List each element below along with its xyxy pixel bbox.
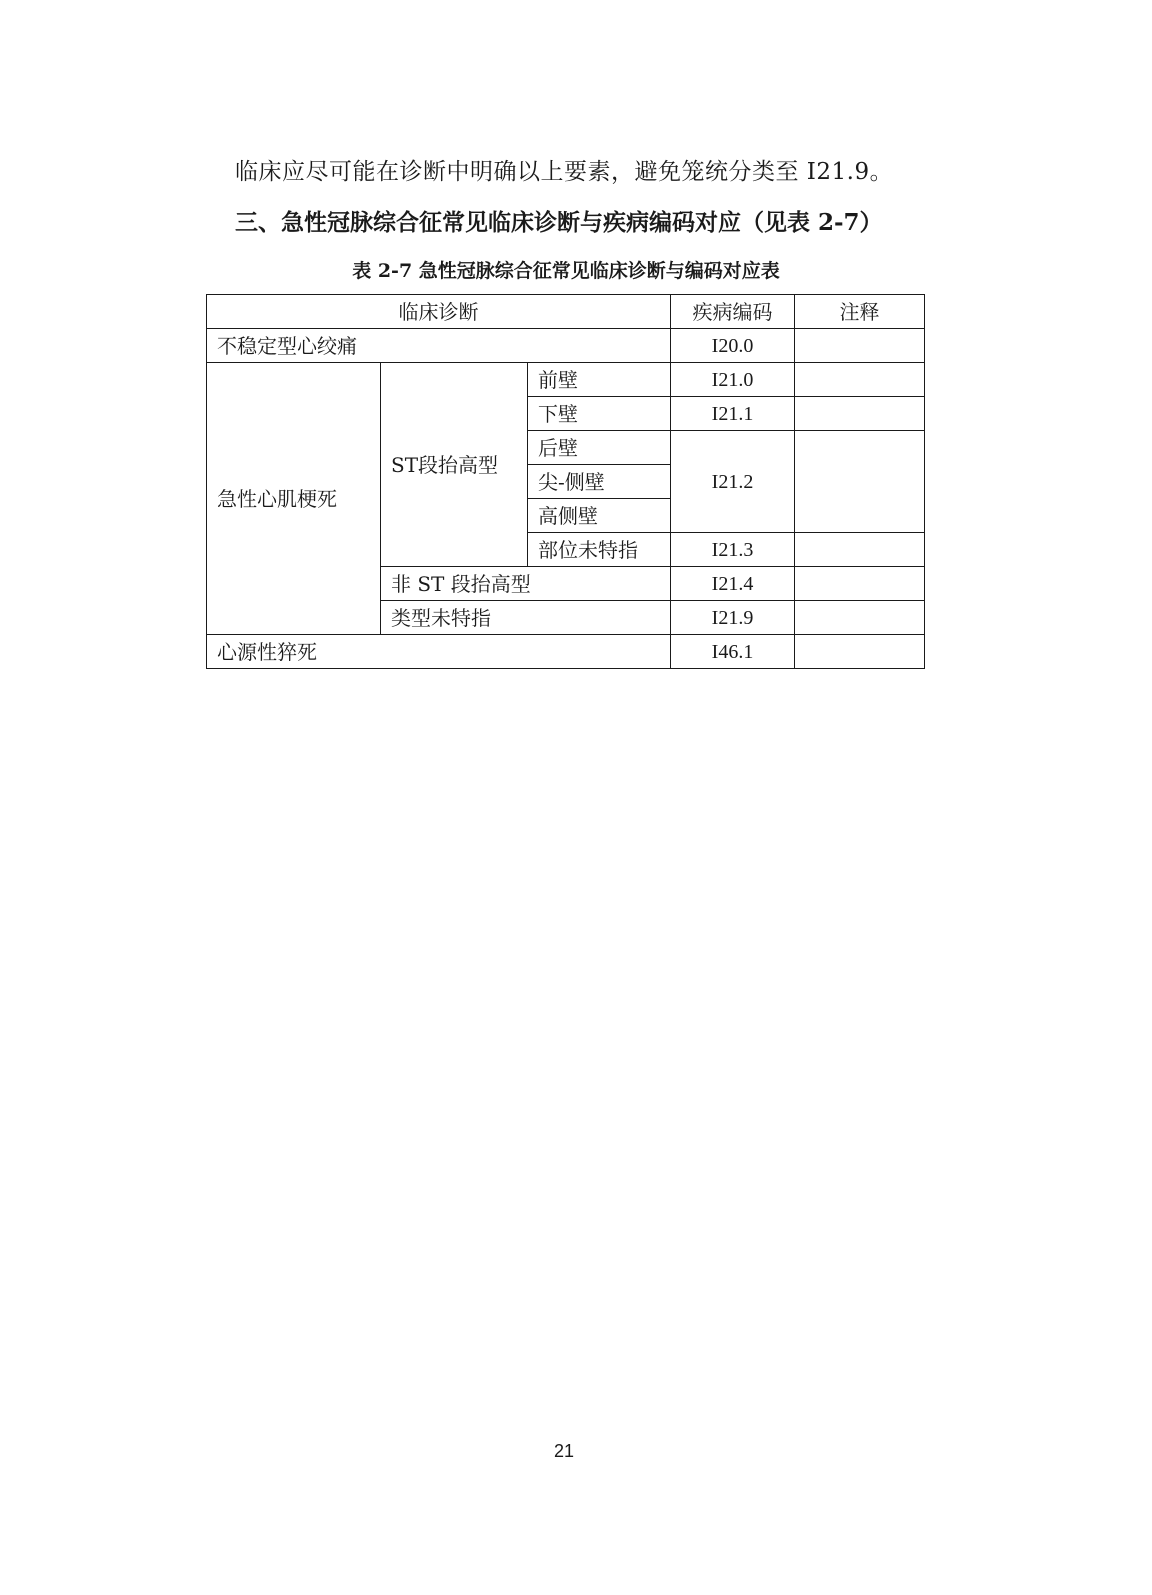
note-cell [795, 431, 925, 533]
site-unspecified: 部位未特指 [528, 533, 671, 567]
site-high-lateral: 高侧壁 [528, 499, 671, 533]
note-cell [795, 329, 925, 363]
code-sudden-cardiac-death: I46.1 [671, 635, 795, 669]
code-posterior-group: I21.2 [671, 431, 795, 533]
code-anterior: I21.0 [671, 363, 795, 397]
body-paragraph: 临床应尽可能在诊断中明确以上要素，避免笼统分类至 I21.9。 [235, 159, 894, 185]
diagnosis-sudden-cardiac-death: 心源性猝死 [207, 635, 671, 669]
code-site-unspecified: I21.3 [671, 533, 795, 567]
site-posterior: 后壁 [528, 431, 671, 465]
table-row [207, 635, 925, 669]
code-inferior: I21.1 [671, 397, 795, 431]
note-cell [795, 635, 925, 669]
note-cell [795, 363, 925, 397]
section-heading: 三、急性冠脉综合征常见临床诊断与疾病编码对应（见表 2-7） [235, 209, 883, 236]
diagnosis-stemi: ST段抬高型 [381, 363, 528, 567]
site-inferior: 下壁 [528, 397, 671, 431]
diagnosis-ami: 急性心肌梗死 [207, 363, 381, 635]
note-cell [795, 567, 925, 601]
code-nstemi: I21.4 [671, 567, 795, 601]
diagnosis-unstable-angina: 不稳定型心绞痛 [207, 329, 671, 363]
page-number: 21 [553, 1441, 575, 1461]
code-unstable-angina: I20.0 [671, 329, 795, 363]
diagnosis-type-unspecified: 类型未特指 [381, 601, 671, 635]
site-anterior: 前壁 [528, 363, 671, 397]
table-row [207, 363, 925, 397]
table-header-row [207, 295, 925, 329]
note-cell [795, 533, 925, 567]
header-note: 注释 [795, 295, 925, 329]
header-diagnosis: 临床诊断 [207, 295, 671, 329]
header-code: 疾病编码 [671, 295, 795, 329]
table-caption: 表 2-7 急性冠脉综合征常见临床诊断与编码对应表 [352, 260, 780, 282]
note-cell [795, 601, 925, 635]
site-apical-lateral: 尖-侧壁 [528, 465, 671, 499]
table-row [207, 329, 925, 363]
diagnosis-code-table [206, 294, 925, 669]
diagnosis-nstemi: 非 ST 段抬高型 [381, 567, 671, 601]
code-type-unspecified: I21.9 [671, 601, 795, 635]
note-cell [795, 397, 925, 431]
